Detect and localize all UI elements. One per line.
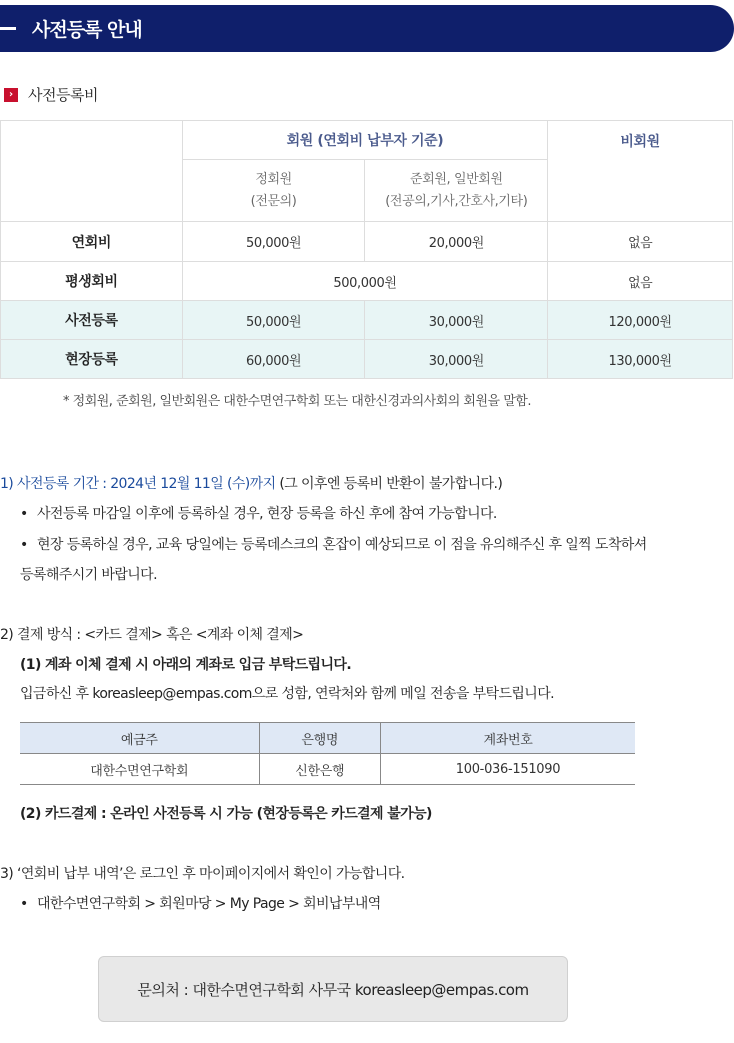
period-highlight: 1) 사전등록 기간 : 2024년 12월 11일 (수)까지 bbox=[0, 476, 276, 492]
fee-cell: 130,000원 bbox=[548, 340, 733, 379]
regular-member-header bbox=[182, 160, 365, 222]
account-table bbox=[20, 722, 635, 785]
row-label: 사전등록 bbox=[1, 301, 183, 340]
period-heading bbox=[0, 473, 502, 493]
section-heading bbox=[4, 84, 98, 105]
associate-member-desc: (전공의,기사,간호사,기타) bbox=[385, 193, 528, 209]
empty-corner-cell bbox=[1, 121, 183, 222]
list-item-continuation: 등록해주시기 바랍니다. bbox=[20, 567, 157, 583]
fee-cell: 50,000원 bbox=[182, 301, 365, 340]
section-title: 사전등록비 bbox=[28, 86, 98, 104]
row-label: 평생회비 bbox=[1, 262, 183, 301]
fee-cell: 60,000원 bbox=[182, 340, 365, 379]
fee-table bbox=[0, 120, 733, 379]
member-group-header: 회원 (연회비 납부자 기준) bbox=[182, 121, 548, 160]
history-heading: 3) ‘연회비 납부 내역’은 로그인 후 마이페이지에서 확인이 가능합니다. bbox=[0, 866, 405, 882]
regular-member-desc: (전문의) bbox=[250, 193, 297, 209]
fee-cell: 20,000원 bbox=[365, 222, 548, 262]
chevron-right-icon: › bbox=[4, 88, 18, 102]
payment-heading: 2) 결제 방식 : <카드 결제> 혹은 <계좌 이체 결제> bbox=[0, 627, 304, 643]
account-header: 계좌번호 bbox=[380, 723, 635, 754]
nonmember-header: 비회원 bbox=[548, 121, 733, 222]
fee-cell: 120,000원 bbox=[548, 301, 733, 340]
banner-dash-icon bbox=[0, 27, 16, 30]
transfer-desc: 입금하신 후 koreasleep@empas.com으로 성함, 연락처와 함께 메일 전송을 부탁드립니다. bbox=[20, 686, 554, 702]
fee-cell: 없음 bbox=[548, 222, 733, 262]
associate-member-header bbox=[365, 160, 548, 222]
fee-cell: 30,000원 bbox=[365, 301, 548, 340]
list-item: • 사전등록 마감일 이후에 등록하실 경우, 현장 등록을 하신 후에 참여 가능합니다. bbox=[20, 503, 497, 523]
bank-name: 신한은행 bbox=[259, 754, 380, 785]
account-holder: 대한수면연구학회 bbox=[20, 754, 259, 785]
account-number: 100-036-151090 bbox=[380, 754, 635, 785]
account-header: 예금주 bbox=[20, 723, 259, 754]
associate-member-label: 준회원, 일반회원 bbox=[410, 171, 503, 187]
page-banner bbox=[0, 5, 734, 52]
row-label: 현장등록 bbox=[1, 340, 183, 379]
row-label: 연회비 bbox=[1, 222, 183, 262]
page-title: 사전등록 안내 bbox=[32, 19, 142, 41]
contact-text: 문의처 : 대한수면연구학회 사무국 koreasleep@empas.com bbox=[137, 980, 529, 999]
fee-cell: 없음 bbox=[548, 262, 733, 301]
list-item: • 현장 등록하실 경우, 교육 당일에는 등록데스크의 혼잡이 예상되므로 이 점을 유의해주신 후 일찍 도착하셔 bbox=[20, 534, 647, 554]
transfer-title: (1) 계좌 이체 결제 시 아래의 계좌로 입금 부탁드립니다. bbox=[20, 657, 352, 673]
contact-box bbox=[98, 956, 568, 1022]
membership-note: * 정회원, 준회원, 일반회원은 대한수면연구학회 또는 대한신경과의사회의 회원을 말함. bbox=[63, 394, 531, 409]
fee-cell: 500,000원 bbox=[182, 262, 548, 301]
card-payment-title: (2) 카드결제 : 온라인 사전등록 시 가능 (현장등록은 카드결제 불가능) bbox=[20, 806, 432, 822]
regular-member-label: 정회원 bbox=[255, 171, 292, 187]
fee-cell: 50,000원 bbox=[182, 222, 365, 262]
list-item: • 대한수면연구학회 > 회원마당 > My Page > 회비납부내역 bbox=[20, 893, 381, 913]
period-refund-note: (그 이후엔 등록비 반환이 불가합니다.) bbox=[275, 476, 503, 492]
account-header: 은행명 bbox=[259, 723, 380, 754]
fee-cell: 30,000원 bbox=[365, 340, 548, 379]
